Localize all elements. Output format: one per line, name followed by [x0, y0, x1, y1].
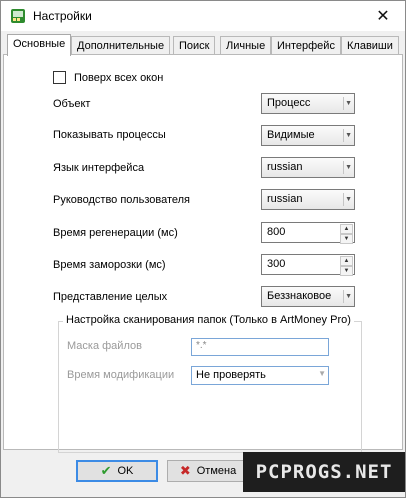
- user-guide-value: russian: [267, 193, 303, 205]
- spin-down-icon[interactable]: ▼: [340, 234, 353, 244]
- user-guide-select[interactable]: [261, 189, 355, 210]
- user-guide-label: Руководство пользователя: [53, 194, 190, 206]
- tab-personal[interactable]: Личные: [220, 36, 271, 55]
- app-icon: [10, 8, 26, 24]
- check-icon: ✔: [100, 463, 112, 478]
- ok-button[interactable]: [76, 460, 158, 482]
- x-icon: ✖: [179, 463, 191, 478]
- tab-advanced[interactable]: Дополнительные: [71, 36, 170, 55]
- tab-hotkeys[interactable]: Клавиши: [341, 36, 399, 55]
- mod-time-select[interactable]: [191, 366, 329, 385]
- always-on-top-label: Поверх всех окон: [74, 71, 164, 84]
- spin-up-icon[interactable]: ▲: [340, 256, 353, 266]
- refresh-time-spinner[interactable]: [261, 222, 355, 243]
- ui-language-value: russian: [267, 161, 303, 173]
- cancel-button[interactable]: [167, 460, 249, 482]
- spin-down-icon[interactable]: ▼: [340, 266, 353, 276]
- chevron-down-icon: ▼: [343, 161, 352, 174]
- tab-general[interactable]: Основные: [7, 34, 71, 56]
- checkbox-box[interactable]: [53, 71, 66, 84]
- integer-repr-value: Беззнаковое: [267, 290, 332, 302]
- ui-language-select[interactable]: [261, 157, 355, 178]
- file-mask-input[interactable]: *.*: [191, 338, 329, 356]
- mod-time-value: Не проверять: [196, 369, 266, 381]
- object-select[interactable]: [261, 93, 355, 114]
- show-processes-label: Показывать процессы: [53, 129, 166, 141]
- spin-buttons: [340, 256, 353, 273]
- refresh-time-label: Время регенерации (мс): [53, 227, 178, 239]
- show-processes-select[interactable]: [261, 125, 355, 146]
- ok-label: OK: [117, 465, 134, 477]
- show-processes-value: Видимые: [267, 129, 315, 141]
- folder-scan-title: Настройка сканирования папок (Только в ArtMoney Pro): [63, 314, 354, 326]
- file-mask-label: Маска файлов: [67, 340, 142, 352]
- tab-search[interactable]: Поиск: [173, 36, 215, 55]
- ui-language-label: Язык интерфейса: [53, 162, 145, 174]
- freeze-time-spinner[interactable]: [261, 254, 355, 275]
- object-value: Процесс: [267, 97, 311, 109]
- chevron-down-icon: ▼: [318, 369, 326, 378]
- object-label: Объект: [53, 98, 91, 110]
- always-on-top-checkbox[interactable]: [53, 71, 163, 84]
- tab-bar: [3, 34, 403, 55]
- mod-time-label: Время модификации: [67, 369, 175, 381]
- cancel-label: Отмена: [196, 465, 237, 477]
- chevron-down-icon: ▼: [343, 193, 352, 206]
- refresh-time-value: 800: [267, 226, 286, 238]
- spin-buttons: [340, 224, 353, 241]
- chevron-down-icon: ▼: [343, 129, 352, 142]
- spin-up-icon[interactable]: ▲: [340, 224, 353, 234]
- close-icon: ✕: [376, 8, 390, 25]
- title-bar: [1, 1, 405, 31]
- integer-repr-select[interactable]: [261, 286, 355, 307]
- chevron-down-icon: ▼: [343, 97, 352, 110]
- integer-repr-label: Представление целых: [53, 291, 168, 303]
- freeze-time-label: Время заморозки (мс): [53, 259, 166, 271]
- watermark: PCPROGS.NET: [243, 452, 405, 492]
- freeze-time-value: 300: [267, 258, 286, 270]
- window-title: Настройки: [33, 9, 92, 23]
- chevron-down-icon: ▼: [343, 290, 352, 303]
- tab-interface[interactable]: Интерфейс: [271, 36, 341, 55]
- close-button[interactable]: [361, 1, 405, 31]
